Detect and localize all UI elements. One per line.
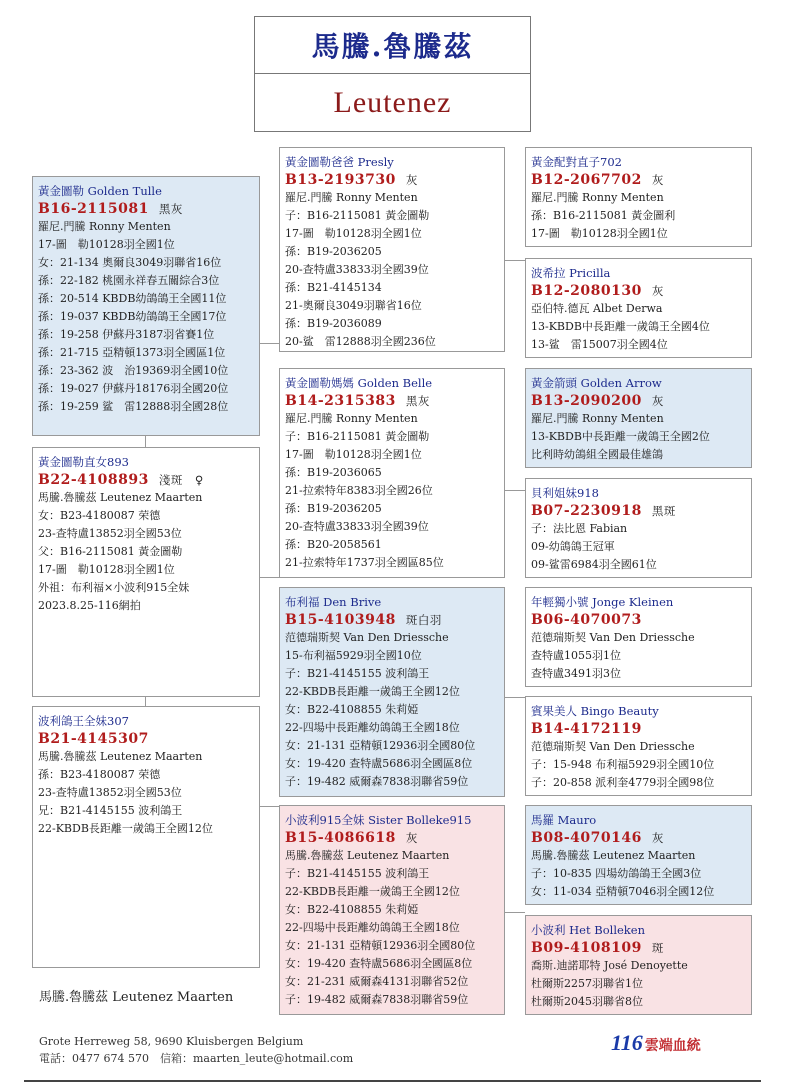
pedigree-line: 孫：19-027 伊蘇丹18176羽全國20位 bbox=[38, 382, 229, 395]
pedigree-line: 杜爾斯2045羽聯省8位 bbox=[531, 995, 643, 1008]
ring-number: B22-4108893 淺斑 ♀ bbox=[38, 472, 204, 488]
pedigree-lines bbox=[531, 410, 746, 464]
feather-color: 灰 bbox=[651, 394, 664, 408]
pedigree-line: 2023.8.25-116網拍 bbox=[38, 599, 141, 612]
feather-color: 灰 bbox=[651, 831, 664, 845]
pigeon-name: 黃金圖勒媽媽 Golden Belle bbox=[285, 376, 433, 390]
pigeon-name: 黃金配對直子702 bbox=[531, 155, 622, 169]
pigeon-name: 小波利915全妹 Sister Bolleke915 bbox=[285, 813, 472, 827]
feather-color: 黑斑 bbox=[651, 504, 676, 518]
address-line: Grote Herreweg 58, 9690 Kluisbergen Belgium bbox=[39, 1035, 304, 1048]
granddam-card bbox=[525, 915, 752, 1015]
pedigree-line: 22-四場中長距離幼鴿鴿王全國18位 bbox=[285, 721, 460, 734]
sire-card bbox=[279, 147, 505, 352]
pedigree-line: 女：19-420 查特盧5686羽全國區8位 bbox=[285, 957, 473, 970]
pedigree-line: 羅尼.門騰 Ronny Menten bbox=[285, 191, 418, 204]
pedigree-lines bbox=[285, 847, 499, 1009]
ring-number: B15-4103948 斑白羽 bbox=[285, 612, 442, 628]
pedigree-line: 孫：B21-4145134 bbox=[285, 281, 382, 294]
pedigree-line: 孫：B19-2036205 bbox=[285, 245, 382, 258]
pedigree-line: 22-KBDB長距離一歲鴿王全國12位 bbox=[38, 822, 213, 835]
mate-card bbox=[32, 447, 260, 697]
pedigree-line: 子：19-482 威爾森7838羽聯省59位 bbox=[285, 775, 469, 788]
ring-number: B13-2090200 灰 bbox=[531, 393, 664, 409]
pigeon-name: 布利福 Den Brive bbox=[285, 595, 382, 609]
pedigree-line: 羅尼.門騰 Ronny Menten bbox=[285, 412, 418, 425]
pedigree-line: 孫：19-258 伊蘇丹3187羽省賽1位 bbox=[38, 328, 215, 341]
pedigree-line: 子：19-482 威爾森7838羽聯省59位 bbox=[285, 993, 469, 1006]
pigeon-name: 賓果美人 Bingo Beauty bbox=[531, 704, 659, 718]
pigeon-name: 黃金圖勒直女893 bbox=[38, 455, 129, 469]
pedigree-line: 15-布利福5929羽全國10位 bbox=[285, 649, 422, 662]
pedigree-line: 20-查特盧33833羽全國39位 bbox=[285, 520, 429, 533]
breeder-chinese-name: 馬騰.魯騰茲 bbox=[255, 17, 530, 74]
pedigree-line: 孫：B23-4180087 荣德 bbox=[38, 768, 161, 781]
ring-number: B14-2315383 黑灰 bbox=[285, 393, 430, 409]
pedigree-line: 父：B16-2115081 黃金圖勒 bbox=[38, 545, 183, 558]
pigeon-name: 年輕獨小號 Jonge Kleinen bbox=[531, 595, 674, 609]
pedigree-line: 羅尼.門騰 Ronny Menten bbox=[38, 220, 171, 233]
pedigree-line: 羅尼.門騰 Ronny Menten bbox=[531, 412, 664, 425]
pedigree-line: 比利時幼鴿組全國最佳雄鴿 bbox=[531, 448, 663, 461]
pedigree-line: 喬斯.迪諾耶特 José Denoyette bbox=[531, 959, 688, 972]
pedigree-line: 孫：B19-2036205 bbox=[285, 502, 382, 515]
pedigree-line: 女：21-231 威爾森4131羽聯省52位 bbox=[285, 975, 469, 988]
pedigree-line: 子：20-858 派利奎4779羽全國98位 bbox=[531, 776, 715, 789]
title-box bbox=[254, 16, 531, 132]
sibling-card bbox=[32, 706, 260, 968]
feather-color: 灰 bbox=[405, 173, 418, 187]
pigeon-name: 黃金圖勒 Golden Tulle bbox=[38, 184, 162, 198]
pedigree-line: 孫：B16-2115081 黃金圖利 bbox=[531, 209, 676, 222]
pedigree-line: 23-查特盧13852羽全國53位 bbox=[38, 786, 182, 799]
pedigree-lines bbox=[285, 629, 499, 791]
pedigree-line: 子：B16-2115081 黃金圖勒 bbox=[285, 430, 430, 443]
pigeon-name: 貝利姐妹918 bbox=[531, 486, 599, 500]
ring-number: B12-2080130 灰 bbox=[531, 283, 664, 299]
pedigree-line: 17-圖 勒10128羽全國1位 bbox=[285, 448, 422, 461]
ring-number: B08-4070146 灰 bbox=[531, 830, 664, 846]
pedigree-line: 子：15-948 布利福5929羽全國10位 bbox=[531, 758, 715, 771]
pedigree-lines bbox=[38, 748, 254, 838]
pigeon-name: 波希拉 Pricilla bbox=[531, 266, 611, 280]
ring-number: B12-2067702 灰 bbox=[531, 172, 664, 188]
ring-number: B09-4108109 斑 bbox=[531, 940, 664, 956]
pedigree-line: 20-鲨 雷12888羽全國236位 bbox=[285, 335, 436, 348]
ring-number: B13-2193730 灰 bbox=[285, 172, 418, 188]
pedigree-line: 17-圖 勒10128羽全國1位 bbox=[285, 227, 422, 240]
connector bbox=[259, 343, 279, 344]
pedigree-line: 17-圖 勒10128羽全國1位 bbox=[531, 227, 668, 240]
grandsire-card bbox=[525, 147, 752, 247]
pedigree-line: 兄：B21-4145155 波利鴿王 bbox=[38, 804, 183, 817]
pedigree-line: 馬騰.魯騰茲 Leutenez Maarten bbox=[531, 849, 696, 862]
footer-divider bbox=[24, 1080, 761, 1082]
pedigree-line: 查特盧1055羽1位 bbox=[531, 649, 621, 662]
pedigree-line: 馬騰.魯騰茲 Leutenez Maarten bbox=[38, 750, 203, 763]
pedigree-line: 女：19-420 查特盧5686羽全國區8位 bbox=[285, 757, 473, 770]
pedigree-line: 孫：19-037 KBDB幼鴿鴿王全國17位 bbox=[38, 310, 227, 323]
pedigree-line: 21-拉索特年8383羽全國26位 bbox=[285, 484, 433, 497]
connector bbox=[259, 577, 279, 578]
pedigree-line: 17-圖 勒10128羽全國1位 bbox=[38, 563, 175, 576]
mate-sire-card bbox=[279, 587, 505, 797]
granddam-card bbox=[525, 258, 752, 358]
pedigree-line: 孫：23-362 波 治19369羽全國10位 bbox=[38, 364, 229, 377]
pedigree-line: 孫：B19-2036065 bbox=[285, 466, 382, 479]
pedigree-line: 20-查特盧33833羽全國39位 bbox=[285, 263, 429, 276]
pedigree-line: 子：B21-4145155 波利鴿王 bbox=[285, 867, 430, 880]
mate-dam-card bbox=[279, 805, 505, 1015]
granddam-card bbox=[525, 696, 752, 796]
pedigree-line: 女：B22-4108855 朱莉婭 bbox=[285, 703, 419, 716]
grandsire-card bbox=[525, 587, 752, 687]
ring-number: B15-4086618 灰 bbox=[285, 830, 418, 846]
pedigree-line: 21-奧爾良3049羽聯省16位 bbox=[285, 299, 422, 312]
pedigree-line: 女：21-131 亞精頓12936羽全國80位 bbox=[285, 939, 476, 952]
pedigree-line: 09-幼鴿鴿王冠軍 bbox=[531, 540, 615, 553]
pigeon-name: 波利鴿王全妹307 bbox=[38, 714, 129, 728]
pedigree-line: 孫：B20-2058561 bbox=[285, 538, 382, 551]
pedigree-line: 17-圖 勒10128羽全國1位 bbox=[38, 238, 175, 251]
pedigree-lines bbox=[285, 189, 499, 351]
grandsire-card bbox=[525, 805, 752, 905]
logo-text: 雲端血統 bbox=[644, 1038, 701, 1054]
pedigree-line: 女：B23-4180087 荣德 bbox=[38, 509, 161, 522]
feather-color: 灰 bbox=[651, 284, 664, 298]
pedigree-line: 亞伯特.德瓦 Albet Derwa bbox=[531, 302, 663, 315]
pedigree-line: 13-KBDB中長距離一歲鴿王全國2位 bbox=[531, 430, 710, 443]
pedigree-line: 杜爾斯2257羽聯省1位 bbox=[531, 977, 643, 990]
pedigree-line: 子：法比恩 Fabian bbox=[531, 522, 628, 535]
pedigree-line: 22-KBDB長距離一歲鴿王全國12位 bbox=[285, 685, 460, 698]
feather-color: 斑白羽 bbox=[405, 613, 442, 627]
pedigree-lines bbox=[531, 847, 746, 901]
ring-number: B16-2115081 黑灰 bbox=[38, 201, 183, 217]
feather-color: 黑灰 bbox=[158, 202, 183, 216]
pigeon-name: 小波利 Het Bolleken bbox=[531, 923, 645, 937]
pedigree-line: 女：B22-4108855 朱莉婭 bbox=[285, 903, 419, 916]
owner-name: 馬騰.魯騰茲 Leutenez Maarten bbox=[39, 990, 234, 1005]
pedigree-lines bbox=[531, 957, 746, 1011]
feather-color: 灰 bbox=[405, 831, 418, 845]
pedigree-lines bbox=[531, 300, 746, 354]
pedigree-line: 22-四場中長距離幼鴿鴿王全國18位 bbox=[285, 921, 460, 934]
pigeon-name: 黃金圖勒爸爸 Presly bbox=[285, 155, 394, 169]
feather-color: 黑灰 bbox=[405, 394, 430, 408]
breeder-english-name: Leutenez bbox=[333, 86, 452, 119]
granddam-card bbox=[525, 478, 752, 578]
connector bbox=[259, 806, 279, 807]
pedigree-line: 子：10-835 四場幼鴿鴿王全國3位 bbox=[531, 867, 702, 880]
feather-color: 斑 bbox=[651, 941, 664, 955]
pedigree-line: 孫：22-182 桃園永祥春五關綜合3位 bbox=[38, 274, 220, 287]
pedigree-line: 外祖：布利福×小波利915全妹 bbox=[38, 581, 190, 594]
pedigree-line: 13-鲨 雷15007羽全國4位 bbox=[531, 338, 668, 351]
pedigree-line: 子：B21-4145155 波利鴿王 bbox=[285, 667, 430, 680]
dam-card bbox=[279, 368, 505, 578]
pedigree-line: 13-KBDB中長距離一歲鴿王全國4位 bbox=[531, 320, 710, 333]
pedigree-lines bbox=[38, 489, 254, 615]
pedigree-line: 22-KBDB長距離一歲鴿王全國12位 bbox=[285, 885, 460, 898]
ring-number: B14-4172119 bbox=[531, 721, 642, 737]
pedigree-line: 女：21-131 亞精頓12936羽全國80位 bbox=[285, 739, 476, 752]
pedigree-line: 范德瑞斯契 Van Den Driessche bbox=[285, 631, 449, 644]
feather-color: 灰 bbox=[651, 173, 664, 187]
contact-line: 電話：0477 674 570 信箱：maarten_leute@hotmail.com bbox=[39, 1052, 354, 1065]
contact-block bbox=[39, 1033, 353, 1067]
pedigree-line: 女：21-134 奧爾良3049羽聯省16位 bbox=[38, 256, 222, 269]
pedigree-line: 馬騰.魯騰茲 Leutenez Maarten bbox=[38, 491, 203, 504]
ring-number: B21-4145307 bbox=[38, 731, 149, 747]
logo-number: 116 bbox=[611, 1030, 643, 1055]
ring-number: B06-4070073 bbox=[531, 612, 642, 628]
connector bbox=[505, 912, 525, 913]
pedigree-lines bbox=[38, 218, 254, 416]
pedigree-line: 馬騰.魯騰茲 Leutenez Maarten bbox=[285, 849, 450, 862]
pedigree-line: 范德瑞斯契 Van Den Driessche bbox=[531, 740, 695, 753]
pigeon-name: 黃金箭頭 Golden Arrow bbox=[531, 376, 662, 390]
pedigree-line: 23-查特盧13852羽全國53位 bbox=[38, 527, 182, 540]
pedigree-line: 孫：20-514 KBDB幼鴿鴿王全國11位 bbox=[38, 292, 227, 305]
connector bbox=[505, 490, 525, 491]
pedigree-line: 女：11-034 亞精頓7046羽全國12位 bbox=[531, 885, 715, 898]
pedigree-line: 子：B16-2115081 黃金圖勒 bbox=[285, 209, 430, 222]
pedigree-line: 范德瑞斯契 Van Den Driessche bbox=[531, 631, 695, 644]
pedigree-line: 孫：21-715 亞精頓1373羽全國區1位 bbox=[38, 346, 226, 359]
pigeon-name: 馬羅 Mauro bbox=[531, 813, 597, 827]
pedigree-line: 羅尼.門騰 Ronny Menten bbox=[531, 191, 664, 204]
pedigree-line: 查特盧3491羽3位 bbox=[531, 667, 621, 680]
pedigree-lines bbox=[531, 189, 746, 243]
connector bbox=[505, 697, 525, 698]
pedigree-line: 孫：19-259 鲨 雷12888羽全國28位 bbox=[38, 400, 229, 413]
pedigree-line: 21-拉索特年1737羽全國區85位 bbox=[285, 556, 444, 569]
ring-number: B07-2230918 黑斑 bbox=[531, 503, 676, 519]
pedigree-lines bbox=[531, 738, 746, 792]
pedigree-line: 孫：B19-2036089 bbox=[285, 317, 382, 330]
pedigree-lines bbox=[531, 629, 746, 683]
site-logo bbox=[611, 1030, 701, 1056]
subject-card bbox=[32, 176, 260, 436]
connector bbox=[505, 260, 525, 261]
pedigree-lines bbox=[531, 520, 746, 574]
pedigree-lines bbox=[285, 410, 499, 572]
grandsire-card bbox=[525, 368, 752, 468]
pedigree-line: 09-鲨雷6984羽全國61位 bbox=[531, 558, 657, 571]
feather-color: 淺斑 ♀ bbox=[158, 473, 204, 487]
